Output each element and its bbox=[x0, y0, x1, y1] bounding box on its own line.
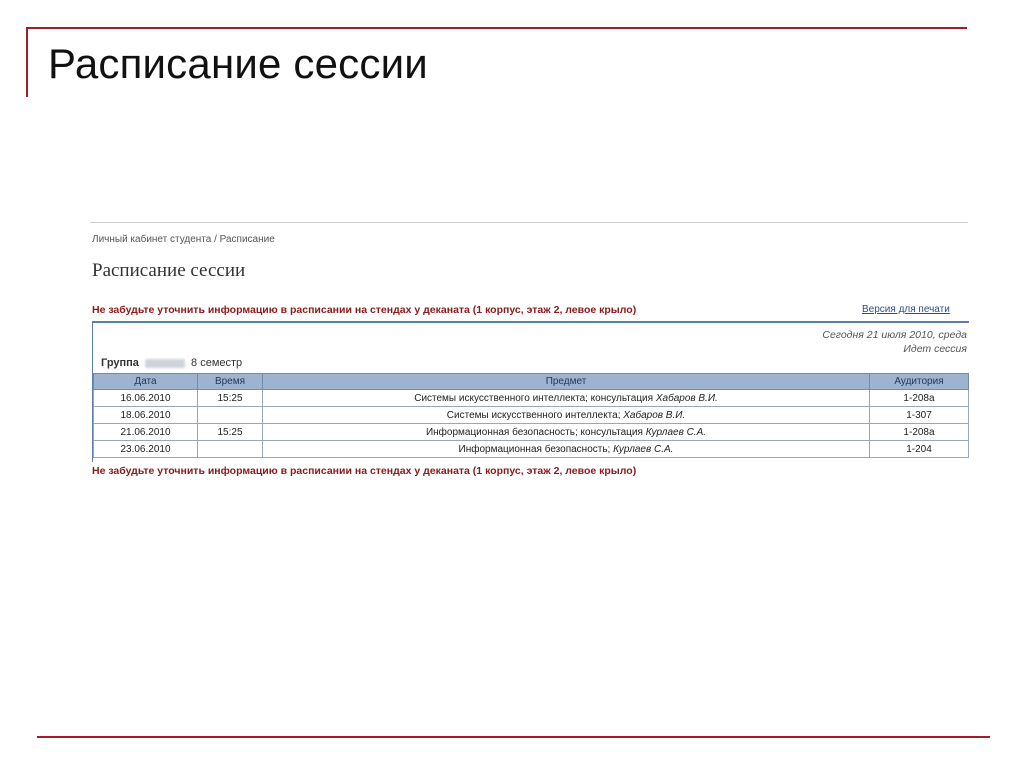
cell-date: 21.06.2010 bbox=[94, 424, 198, 441]
table-header-row bbox=[94, 374, 969, 390]
page-title: Расписание сессии bbox=[92, 260, 246, 281]
slide-title: Расписание сессии bbox=[48, 40, 428, 87]
cell-room: 1-204 bbox=[870, 441, 969, 458]
slide-bottom-border bbox=[37, 736, 990, 738]
group-info bbox=[101, 357, 242, 369]
cell-time: 15:25 bbox=[198, 390, 263, 407]
today-date: Сегодня 21 июля 2010, среда bbox=[822, 329, 967, 341]
header-date: Дата bbox=[94, 374, 198, 390]
cell-date: 18.06.2010 bbox=[94, 407, 198, 424]
table-row bbox=[94, 407, 969, 424]
table-row bbox=[94, 441, 969, 458]
cell-time: 15:25 bbox=[198, 424, 263, 441]
header-time: Время bbox=[198, 374, 263, 390]
table-row bbox=[94, 424, 969, 441]
schedule-panel bbox=[92, 321, 969, 462]
teacher-name: Хабаров В.И. bbox=[655, 392, 718, 404]
cell-subject bbox=[263, 441, 870, 458]
table-row bbox=[94, 390, 969, 407]
teacher-name: Курлаев С.А. bbox=[645, 426, 707, 438]
group-number-redacted bbox=[145, 359, 185, 368]
divider bbox=[90, 222, 968, 223]
notice-bottom: Не забудьте уточнить информацию в расписании на стендах у деканата (1 корпус, этаж 2, левое крыло) bbox=[92, 465, 637, 477]
group-label: Группа bbox=[101, 357, 139, 369]
cell-time bbox=[198, 441, 263, 458]
cell-subject bbox=[263, 407, 870, 424]
screenshot-area bbox=[90, 222, 968, 484]
cell-date: 16.06.2010 bbox=[94, 390, 198, 407]
teacher-name: Курлаев С.А. bbox=[613, 443, 674, 455]
cell-subject bbox=[263, 390, 870, 407]
breadcrumb[interactable]: Личный кабинет студента / Расписание bbox=[92, 234, 275, 245]
subject-text: Системы искусственного интеллекта; bbox=[446, 409, 621, 421]
session-status: Идет сессия bbox=[903, 343, 967, 355]
schedule-table bbox=[93, 373, 969, 458]
print-version-link[interactable]: Версия для печати bbox=[862, 304, 950, 315]
subject-text: Системы искусственного интеллекта; консультация bbox=[414, 392, 654, 404]
notice-top: Не забудьте уточнить информацию в расписании на стендах у деканата (1 корпус, этаж 2, левое крыло) bbox=[92, 304, 637, 316]
cell-time bbox=[198, 407, 263, 424]
header-room: Аудитория bbox=[870, 374, 969, 390]
cell-room: 1-208а bbox=[870, 424, 969, 441]
slide-left-border bbox=[26, 27, 28, 97]
cell-room: 1-208а bbox=[870, 390, 969, 407]
cell-subject bbox=[263, 424, 870, 441]
cell-room: 1-307 bbox=[870, 407, 969, 424]
teacher-name: Хабаров В.И. bbox=[623, 409, 686, 421]
semester-label: 8 семестр bbox=[191, 357, 243, 369]
header-subject: Предмет bbox=[263, 374, 870, 390]
subject-text: Информационная безопасность; консультация bbox=[425, 426, 643, 438]
subject-text: Информационная безопасность; bbox=[458, 443, 611, 455]
slide-top-border bbox=[26, 27, 967, 29]
cell-date: 23.06.2010 bbox=[94, 441, 198, 458]
